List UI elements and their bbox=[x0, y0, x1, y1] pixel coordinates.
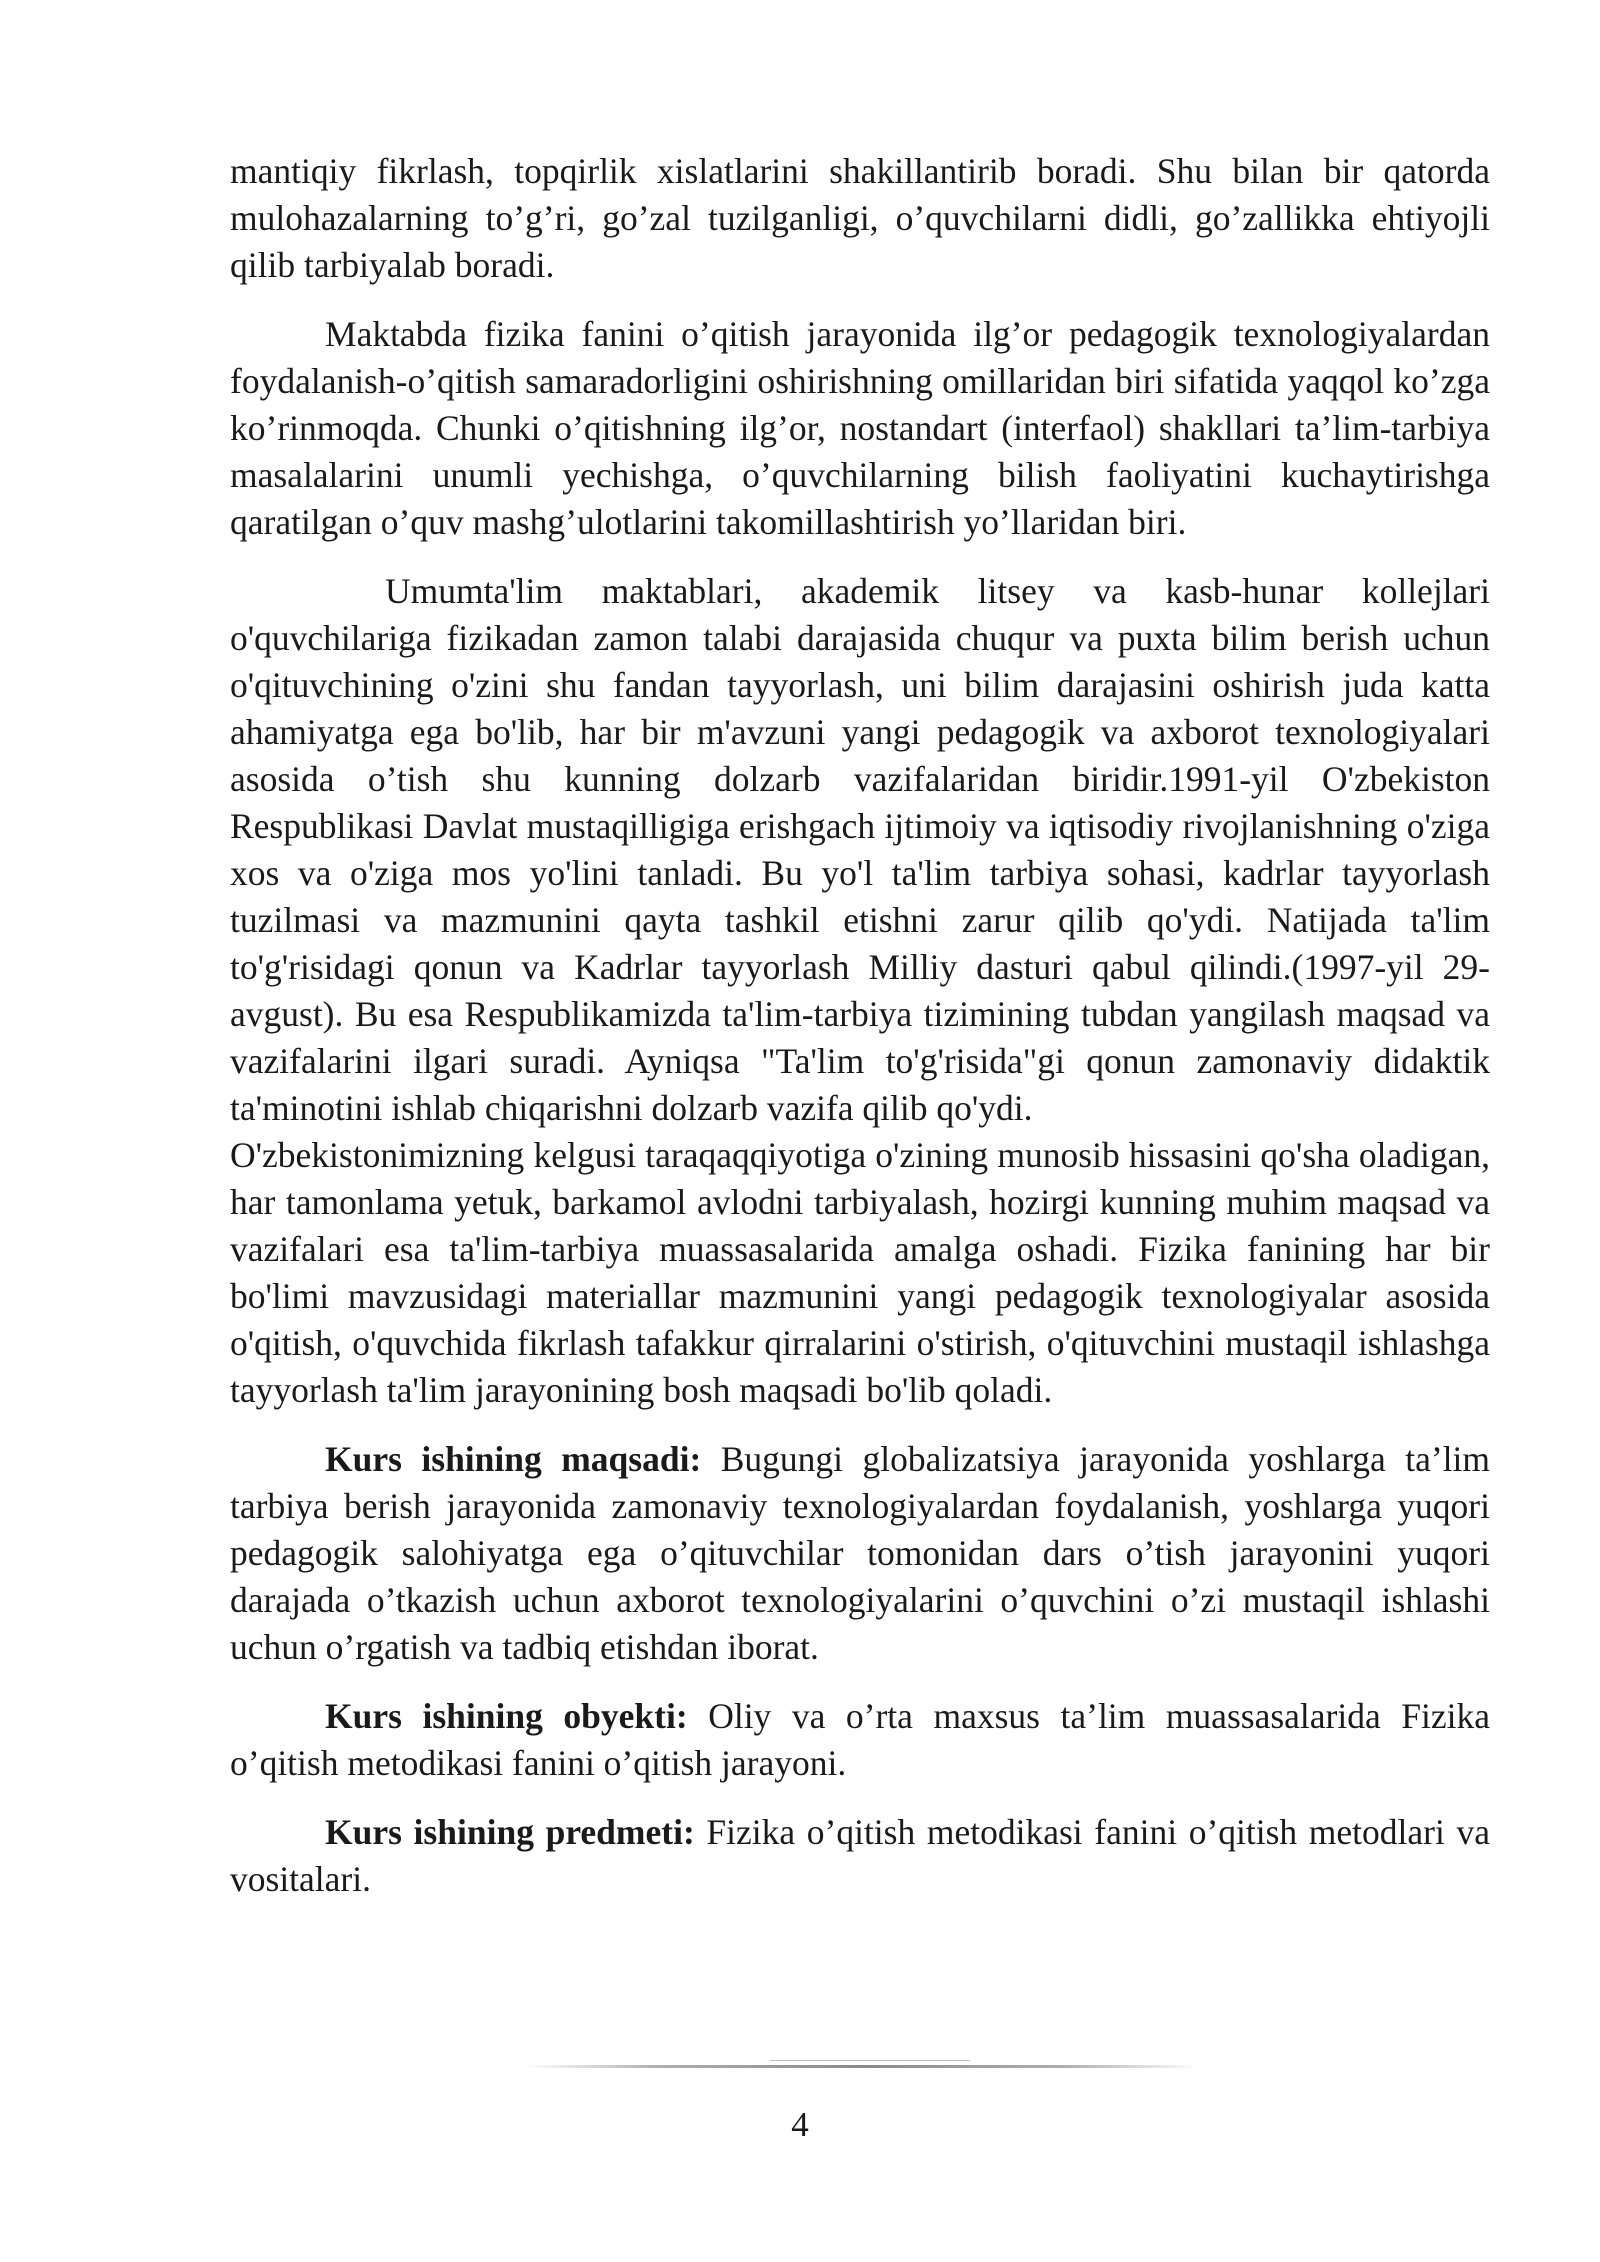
paragraph-education-reform-part1: Umumta'lim maktablari, akademik litsey va kasb-hunar kollejlari o'quvchilariga fizikadan zamon talabi darajasida chuqur va puxta bilim berish uchun o'qituvchining o'zini shu fandan tayyorlash, uni bilim darajasini oshirish juda katta ahamiyatga ega bo'lib, har bir m'avzuni yangi pedagogik va axborot texnologiyalari asosida o’tish shu kunning dolzarb vazifalaridan biridir.1991-yil O'zbekiston Respublikasi Davlat mustaqilligiga erishgach ijtimoiy va iqtisodiy rivojlanishning o'ziga xos va o'ziga mos yo'lini tanladi. Bu yo'l ta'lim tarbiya sohasi, kadrlar tayyorlash tuzilmasi va mazmunini qayta tashkil etishni zarur qilib qo'ydi. Natijada ta'lim to'g'risidagi qonun va Kadrlar tayyorlash Milliy dasturi qabul qilindi.(1997-yil 29-avgust). Bu esa Respublikamizda ta'lim-tarbiya tizimining tubdan yangilash maqsad va vazifalarini ilgari suradi. Ayniqsa "Ta'lim to'g'risida"gi qonun zamonaviy didaktik ta'minotini ishlab chiqarishni dolzarb vazifa qilib qo'ydi. bbox=[230, 571, 1490, 1128]
section-subject bbox=[230, 1809, 1490, 1903]
section-goal bbox=[230, 1436, 1490, 1671]
document-body bbox=[230, 148, 1490, 1925]
footer-divider-accent bbox=[770, 2060, 970, 2061]
section-subject-text: Fizika o’qitish metodikasi fanini o’qitish metodlari va vositalari. bbox=[230, 1812, 1490, 1899]
paragraph-intro-continuation: mantiqiy fikrlash, topqirlik xislatlarini shakillantirib boradi. Shu bilan bir qatorda mulohazalarning to’g’ri, go’zal tuzilganligi, o’quvchilarni didli, go’zallikka ehtiyojli qilib tarbiyalab boradi. bbox=[230, 151, 1490, 285]
section-goal-label: Kurs ishining maqsadi: bbox=[325, 1439, 702, 1479]
footer-divider bbox=[525, 2065, 1200, 2068]
section-object bbox=[230, 1693, 1490, 1787]
paragraph-pedagogical-technologies: Maktabda fizika fanini o’qitish jarayonida ilg’or pedagogik texnologiyalardan foydalanish-o’qitish samaradorligini oshirishning omillaridan biri sifatida yaqqol ko’zga ko’rinmoqda. Chunki o’qitishning ilg’or, nostandart (interfaol) shakllari ta’lim-tarbiya masalalarini unumli yechishga, o’quvchilarning bilish faoliyatini kuchaytirishga qaratilgan o’quv mashg’ulotlarini takomillashtirish yo’llaridan biri. bbox=[230, 314, 1490, 542]
section-object-text: Oliy va o’rta maxsus ta’lim muassasalarida Fizika o’qitish metodikasi fanini o’qitish jarayoni. bbox=[230, 1696, 1490, 1783]
section-goal-text: Bugungi globalizatsiya jarayonida yoshlarga ta’lim tarbiya berish jarayonida zamonaviy texnologiyalardan foydalanish, yoshlarga yuqori pedagogik salohiyatga ega o’qituvchilar tomonidan dars o’tish jarayonini yuqori darajada o’tkazish uchun axborot texnologiyalarini o’quvchini o’zi mustaqil ishlashi uchun o’rgatish va tadbiq etishdan iborat. bbox=[230, 1439, 1491, 1667]
section-object-label: Kurs ishining obyekti: bbox=[325, 1696, 688, 1736]
page-number: 4 bbox=[791, 2105, 809, 2144]
paragraph-education-reform bbox=[230, 568, 1490, 1132]
paragraph-education-goals: O'zbekistonimizning kelgusi taraqaqqiyotiga o'zining munosib hissasini qo'sha oladigan, har tamonlama yetuk, barkamol avlodni tarbiyalash, hozirgi kunning muhim maqsad va vazifalari esa ta'lim-tarbiya muassasalarida amalga oshadi. Fizika fanining har bir bo'limi mavzusidagi materiallar mazmunini yangi pedagogik texnologiyalar asosida o'qitish, o'quvchida fikrlash tafakkur qirralarini o'stirish, o'qituvchini mustaqil ishlashga tayyorlash ta'lim jarayonining bosh maqsadi bo'lib qoladi. bbox=[230, 1135, 1490, 1410]
section-subject-label: Kurs ishining predmeti: bbox=[325, 1812, 695, 1852]
